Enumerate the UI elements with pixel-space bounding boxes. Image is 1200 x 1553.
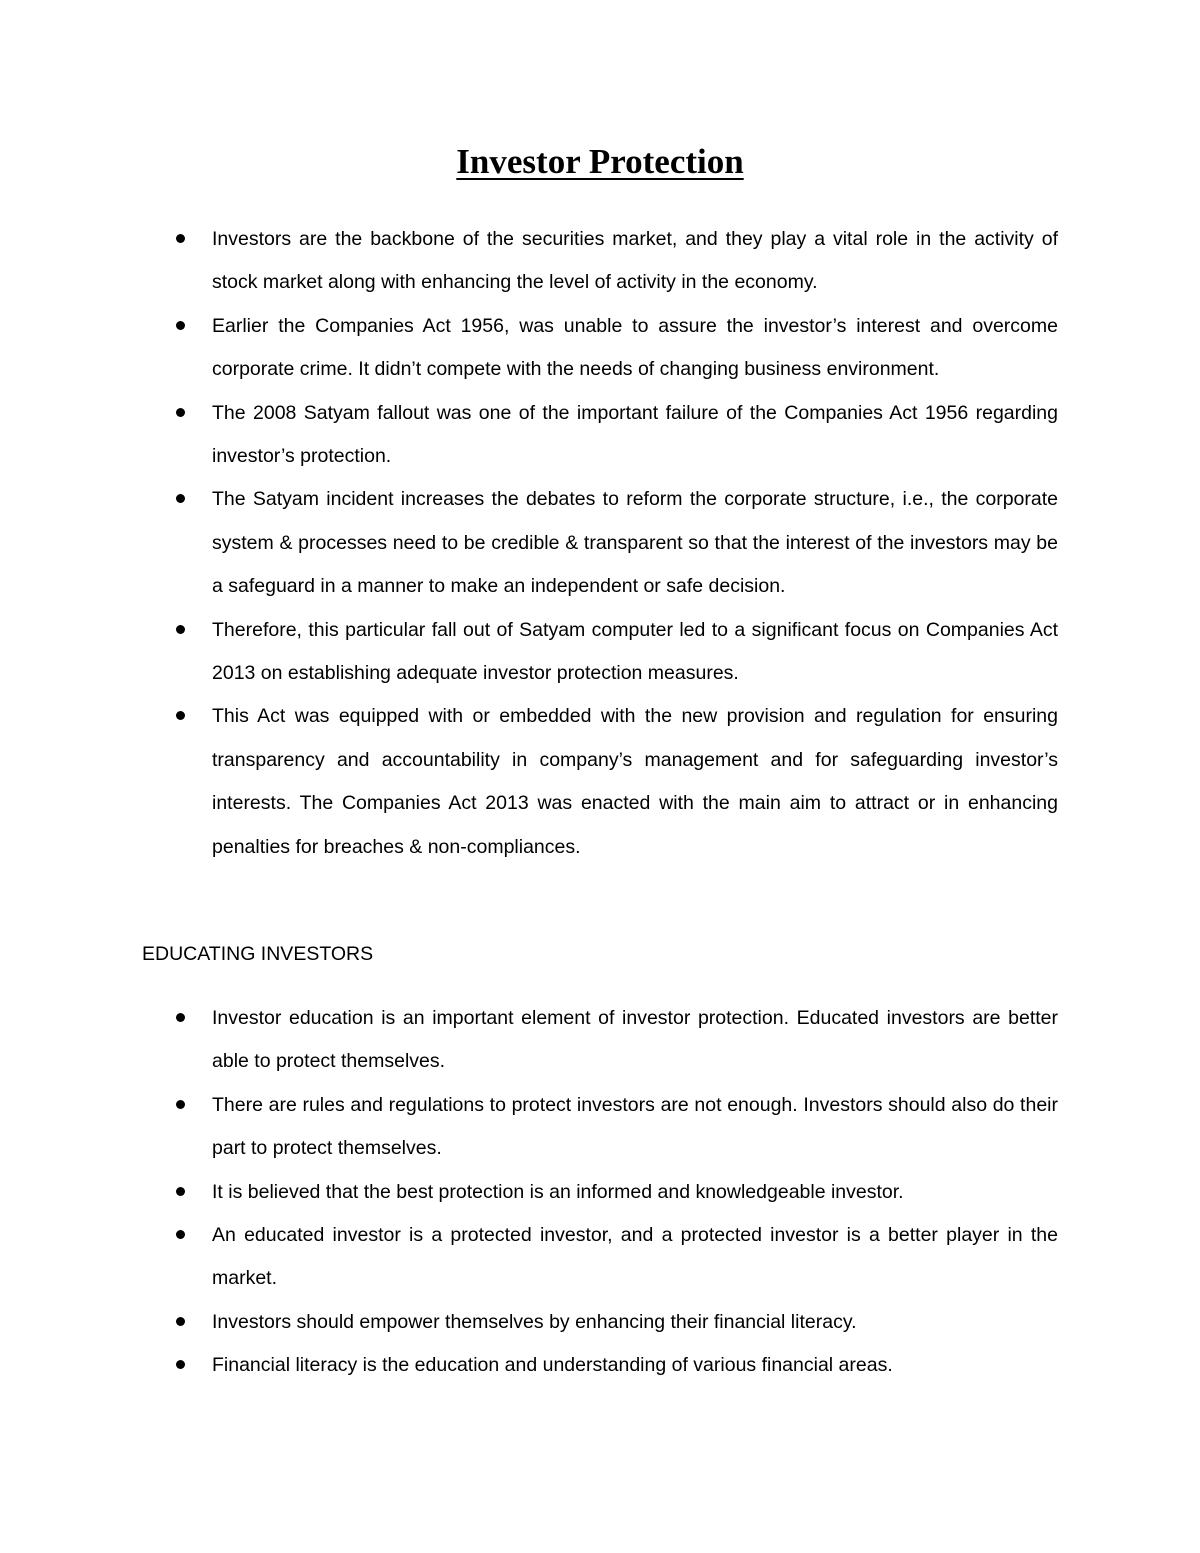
bullet-icon (176, 234, 185, 243)
list-item-text: There are rules and regulations to protect investors are not enough. Investors should also do their part to protect themselves. (212, 1093, 1058, 1160)
list-item (212, 478, 1058, 608)
list-item (212, 1214, 1058, 1301)
list-item-text: Financial literacy is the education and understanding of various financial areas. (212, 1354, 893, 1377)
list-item-text: It is believed that the best protection is an informed and knowledgeable investor. (212, 1180, 904, 1203)
list-item (212, 997, 1058, 1084)
bullet-icon (176, 1317, 185, 1326)
bullet-list-educating-investors (212, 997, 1058, 1388)
page-title: Investor Protection (456, 142, 744, 181)
bullet-icon (176, 494, 185, 503)
bullet-icon (176, 711, 185, 720)
bullet-icon (176, 1360, 185, 1369)
bullet-icon (176, 408, 185, 417)
bullet-icon (176, 1230, 185, 1239)
list-item (212, 1171, 1058, 1214)
list-item-text: An educated investor is a protected investor, and a protected investor is a better player in the market. (212, 1224, 1058, 1290)
list-item-text: The 2008 Satyam fallout was one of the important failure of the Companies Act 1956 regarding investor’s protection. (212, 401, 1058, 468)
list-item-text: Investor education is an important element of investor protection. Educated investors are better able to protect themselves. (212, 1007, 1058, 1073)
list-item-text: The Satyam incident increases the debates to reform the corporate structure, i.e., the corporate system & processes need to be credible & transparent so that the interest of the investors may be a safeguard in a manner to make an independent or safe decision. (212, 488, 1058, 598)
list-item-text: Investors should empower themselves by enhancing their financial literacy. (212, 1310, 857, 1333)
bullet-icon (176, 1187, 185, 1196)
bullet-icon (176, 1100, 185, 1109)
list-item (212, 1084, 1058, 1171)
bullet-icon (176, 321, 185, 330)
list-item (212, 218, 1058, 305)
list-item-text: Therefore, this particular fall out of Satyam computer led to a significant focus on Companies Act 2013 on establishing adequate investor protection measures. (212, 618, 1058, 685)
list-item (212, 392, 1058, 479)
bullet-list-investor-protection (212, 218, 1058, 869)
list-item (212, 305, 1058, 392)
list-item-text: Investors are the backbone of the securities market, and they play a vital role in the activity of stock market along with enhancing the level of activity in the economy. (212, 228, 1058, 294)
list-item-text: Earlier the Companies Act 1956, was unable to assure the investor’s interest and overcome corporate crime. It didn’t compete with the needs of changing business environment. (212, 314, 1058, 381)
list-item-text: This Act was equipped with or embedded with the new provision and regulation for ensuring transparency and accountability in company’s management and for safeguarding investor’s interests. The Companies Act 2013 was enacted with the main aim to attract or in enhancing penalties for breaches & non-compliances. (212, 705, 1058, 858)
section-heading-educating-investors: EDUCATING INVESTORS (142, 943, 374, 965)
bullet-icon (176, 625, 185, 634)
list-item (212, 609, 1058, 696)
list-item (212, 695, 1058, 869)
list-item (212, 1301, 1058, 1344)
list-item (212, 1344, 1058, 1387)
bullet-icon (176, 1013, 185, 1022)
